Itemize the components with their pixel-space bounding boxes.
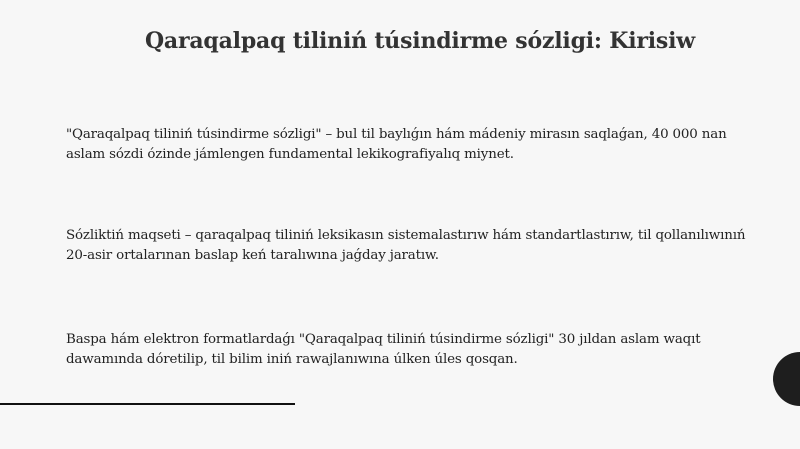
slide-title: Qaraqalpaq tiliniń túsindirme sózligi: Kirisiw — [144, 28, 696, 54]
paragraph-intro: "Qaraqalpaq tiliniń túsindirme sózligi" – bul til baylıǵın hám mádeniy mirasın saqlaǵan, 40 000 nan aslam sózdi ózinde jámlengen fundamental lekikografiyalıq miynet. — [66, 127, 727, 162]
paragraph-history: Baspa hám elektron formatlardaǵı "Qaraqalpaq tiliniń túsindirme sózligi" 30 jıldan aslam waqıt dawamında dóretilip, til bilim iniń rawajlanıwına úlken úles qosqan. — [66, 332, 701, 367]
paragraph-purpose: Sózliktiń maqseti – qaraqalpaq tiliniń leksikasın sistemalastırıw hám standartlastırıw, til qollanılıwınıń 20-asir ortalarınan baslap keń taralıwına jaǵday jaratıw. — [66, 228, 746, 263]
decorative-divider-line — [0, 403, 295, 405]
decorative-circle — [773, 352, 800, 406]
